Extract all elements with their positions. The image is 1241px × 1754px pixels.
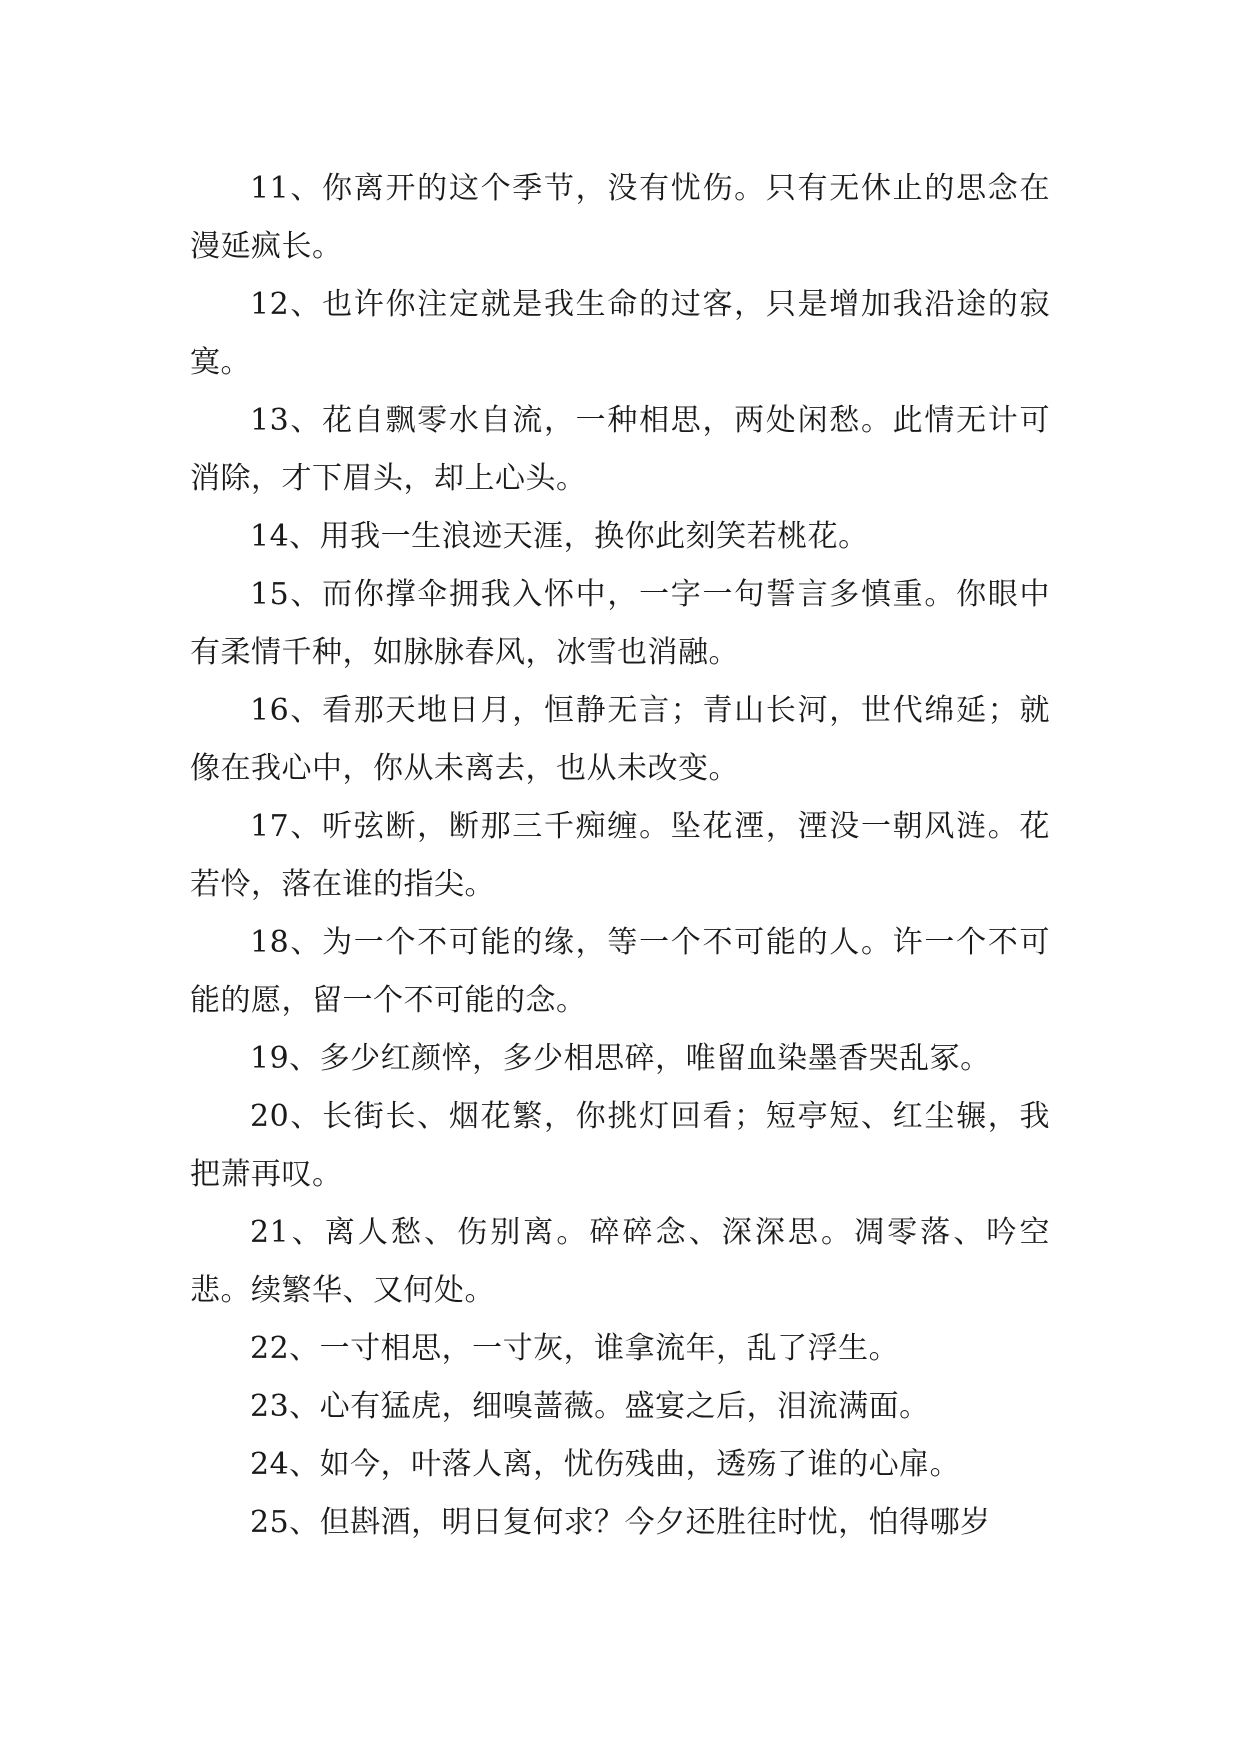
paragraph-15: 15、而你撑伞拥我入怀中，一字一句誓言多慎重。你眼中有柔情千种，如脉脉春风，冰雪也消融。 [190, 577, 1050, 670]
paragraph-12: 12、也许你注定就是我生命的过客，只是增加我沿途的寂寞。 [190, 287, 1050, 380]
paragraph-14: 14、用我一生浪迹天涯，换你此刻笑若桃花。 [250, 519, 869, 554]
paragraph-25: 25、但斟酒，明日复何求？今夕还胜往时忧，怕得哪岁 [250, 1505, 991, 1540]
document-page [190, 160, 1050, 1552]
paragraph-13: 13、花自飘零水自流，一种相思，两处闲愁。此情无计可消除，才下眉头，却上心头。 [190, 403, 1050, 496]
paragraph-19: 19、多少红颜悴，多少相思碎，唯留血染墨香哭乱冢。 [250, 1041, 991, 1076]
paragraph-18: 18、为一个不可能的缘，等一个不可能的人。许一个不可能的愿，留一个不可能的念。 [190, 925, 1050, 1018]
paragraph-23: 23、心有猛虎，细嗅蔷薇。盛宴之后，泪流满面。 [250, 1389, 930, 1424]
paragraph-24: 24、如今，叶落人离，忧伤残曲，透殇了谁的心扉。 [250, 1447, 961, 1482]
paragraph-17: 17、听弦断，断那三千痴缠。坠花湮，湮没一朝风涟。花若怜，落在谁的指尖。 [190, 809, 1050, 902]
paragraph-16: 16、看那天地日月，恒静无言；青山长河，世代绵延；就像在我心中，你从未离去，也从未改变。 [190, 693, 1050, 786]
paragraph-20: 20、长街长、烟花繁，你挑灯回看；短亭短、红尘辗，我把萧再叹。 [190, 1099, 1050, 1192]
paragraph-21: 21、离人愁、伤别离。碎碎念、深深思。凋零落、吟空悲。续繁华、又何处。 [190, 1215, 1050, 1308]
paragraph-22: 22、一寸相思，一寸灰，谁拿流年，乱了浮生。 [250, 1331, 900, 1366]
paragraph-11: 11、你离开的这个季节，没有忧伤。只有无休止的思念在漫延疯长。 [190, 171, 1050, 264]
